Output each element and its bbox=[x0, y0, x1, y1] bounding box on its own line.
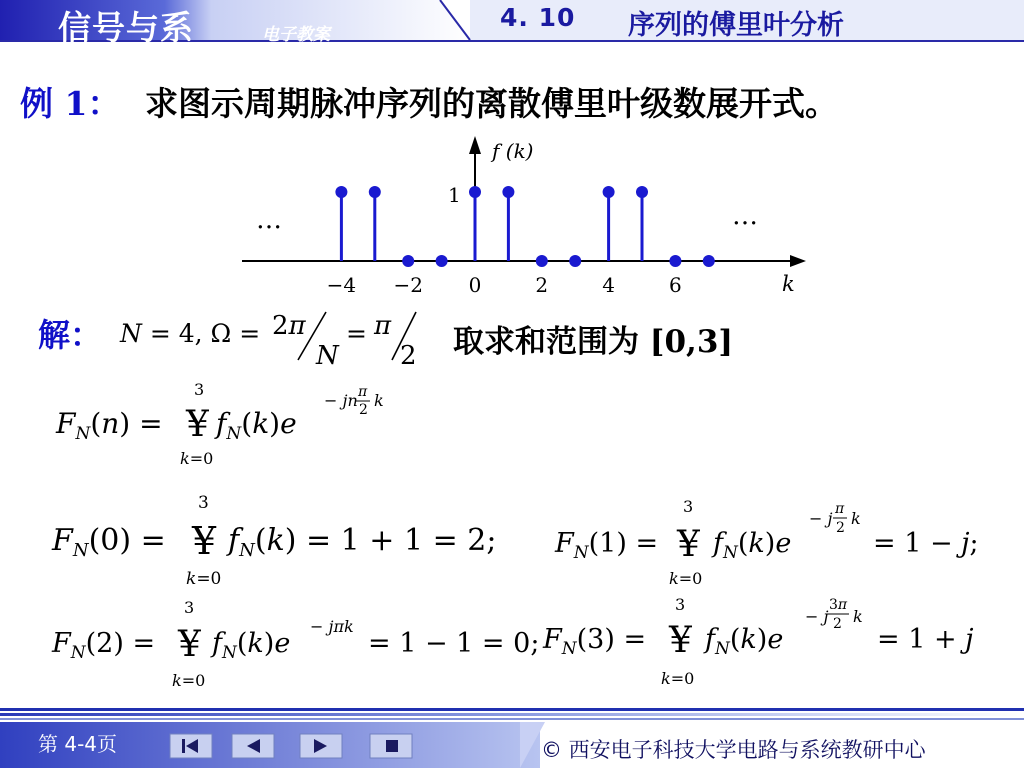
stem-marker-k0 bbox=[469, 186, 481, 198]
svg-text:2π: 2π bbox=[272, 311, 306, 341]
tick-label: 0 bbox=[468, 273, 482, 297]
svg-text:π: π bbox=[374, 311, 392, 341]
first-page-icon bbox=[170, 734, 212, 758]
tick-label: −4 bbox=[326, 273, 357, 297]
svg-text:= 1 − j;: = 1 − j; bbox=[873, 528, 979, 559]
summation-range: 取求和范围为 [0,3] bbox=[453, 324, 734, 360]
stem-marker-k2 bbox=[536, 255, 548, 267]
stem-marker-k-3 bbox=[369, 186, 381, 198]
y-axis-label: f (k) bbox=[492, 139, 534, 163]
x-axis-arrow bbox=[790, 255, 806, 267]
svg-text:3: 3 bbox=[675, 595, 686, 614]
stem-marker-k-4 bbox=[335, 186, 347, 198]
x-axis-label: k bbox=[782, 272, 795, 296]
svg-text:FN(2) =: $F_N(2)$ = bbox=[52, 628, 156, 663]
svg-text:3: 3 bbox=[184, 598, 195, 617]
section-number: 4. 10 bbox=[500, 3, 576, 32]
previous-page-icon bbox=[232, 734, 274, 758]
equation-f1 bbox=[555, 494, 995, 590]
tick-label: 4 bbox=[602, 273, 615, 297]
svg-text:¥: ¥ bbox=[192, 519, 217, 563]
svg-text:k: k bbox=[853, 607, 863, 626]
svg-text:fN(k)e: $f_N(k)e$ bbox=[705, 624, 784, 659]
equation-f2 bbox=[52, 596, 540, 692]
svg-text:= 1 + j: = 1 + j bbox=[877, 624, 974, 655]
right-ellipsis: … bbox=[732, 201, 758, 231]
stem-marker-k1 bbox=[502, 186, 514, 198]
svg-text:− jn: − jn bbox=[324, 391, 358, 410]
example-question: 求图示周期脉冲序列的离散傅里叶级数展开式。 bbox=[145, 84, 838, 123]
svg-text:FN(3) =: $F_N(3)$ = bbox=[543, 624, 647, 659]
course-subtitle: 电子教案 bbox=[262, 25, 330, 45]
tick-label: −2 bbox=[393, 273, 423, 297]
svg-text:2: 2 bbox=[359, 402, 368, 418]
course-title: 信号与系 bbox=[58, 8, 194, 47]
svg-text:− jπk: − jπk bbox=[310, 617, 354, 636]
svg-text:FN(1) =: $F_N(1)$ = bbox=[555, 528, 659, 563]
stem-marker-k6 bbox=[669, 255, 681, 267]
copyright-notice: © 西安电子科技大学电路与系统教研中心 bbox=[541, 738, 926, 762]
stem-marker-k-2 bbox=[402, 255, 414, 267]
equation-f0 bbox=[52, 488, 502, 588]
svg-text:k=0: k=0 bbox=[180, 449, 214, 468]
svg-text:¥: ¥ bbox=[669, 620, 692, 661]
svg-text:N = 4, Ω =: N = 4, Ω = bbox=[120, 319, 261, 348]
svg-text:¥: ¥ bbox=[178, 624, 201, 665]
svg-text:k: k bbox=[374, 391, 384, 410]
stem-marker-k-1 bbox=[436, 255, 448, 267]
svg-text:k=0: k=0 bbox=[661, 669, 695, 688]
svg-text:fN(k)e: $f_N(k)e$ bbox=[212, 628, 291, 663]
stem-plot bbox=[230, 128, 810, 304]
svg-text:¥: ¥ bbox=[677, 524, 700, 565]
value-label: 1 bbox=[448, 183, 461, 207]
svg-text:k=0: k=0 bbox=[669, 569, 703, 588]
svg-text:N: N bbox=[316, 341, 339, 371]
stop-icon bbox=[370, 734, 412, 758]
svg-text:3π: 3π bbox=[829, 597, 848, 613]
next-page-icon bbox=[300, 734, 342, 758]
stop-button[interactable] bbox=[370, 734, 412, 758]
svg-text:− j: − j bbox=[805, 607, 829, 626]
stem-marker-k5 bbox=[636, 186, 648, 198]
tick-label: 6 bbox=[669, 273, 682, 297]
svg-text:k=0: k=0 bbox=[186, 569, 222, 589]
svg-text:fN(k)e: $f_N(k)e$ bbox=[713, 528, 792, 563]
svg-text:k=0: k=0 bbox=[172, 671, 206, 690]
svg-text:3: 3 bbox=[194, 380, 205, 399]
svg-text:=: = bbox=[346, 319, 367, 348]
svg-text:π: π bbox=[358, 384, 368, 400]
equation-f3 bbox=[543, 592, 993, 692]
tick-label: 2 bbox=[535, 273, 549, 297]
solution-params bbox=[120, 306, 450, 370]
page-indicator: 第 4-4页 bbox=[38, 732, 118, 756]
svg-text:FN(0) =: $F_N(0)$ = bbox=[52, 523, 166, 561]
stem-marker-k7 bbox=[703, 255, 715, 267]
svg-text:π: π bbox=[835, 501, 845, 517]
stem-marker-k4 bbox=[603, 186, 615, 198]
previous-page-button[interactable] bbox=[232, 734, 274, 758]
y-axis-arrow bbox=[469, 136, 481, 154]
equation-general bbox=[56, 378, 416, 470]
svg-text:¥: ¥ bbox=[186, 404, 209, 445]
svg-text:= 1 − 1 = 0;: = 1 − 1 = 0; bbox=[368, 628, 540, 659]
first-page-button[interactable] bbox=[170, 734, 212, 758]
solution-label: 解： bbox=[38, 316, 103, 354]
section-title: 序列的傅里叶分析 bbox=[628, 10, 844, 41]
svg-text:2: 2 bbox=[400, 341, 417, 371]
svg-text:k: k bbox=[851, 509, 861, 528]
svg-text:2: 2 bbox=[836, 520, 845, 536]
svg-text:FN(n) =: $F_N(n)$ = bbox=[56, 407, 163, 444]
svg-text:fN(k) = 1 + 1 = 2;: $f_N(k) = 1 + 1 = 2$; bbox=[228, 523, 497, 561]
svg-text:2: 2 bbox=[833, 616, 842, 632]
svg-text:3: 3 bbox=[198, 493, 209, 513]
svg-text:− j: − j bbox=[809, 509, 833, 528]
stem-marker-k3 bbox=[569, 255, 581, 267]
svg-text:3: 3 bbox=[683, 497, 694, 516]
left-ellipsis: … bbox=[256, 205, 282, 235]
next-page-button[interactable] bbox=[300, 734, 342, 758]
svg-text:fN(k)e: $f_N(k)e$ bbox=[216, 407, 297, 444]
example-label: 例 1： bbox=[20, 84, 121, 123]
